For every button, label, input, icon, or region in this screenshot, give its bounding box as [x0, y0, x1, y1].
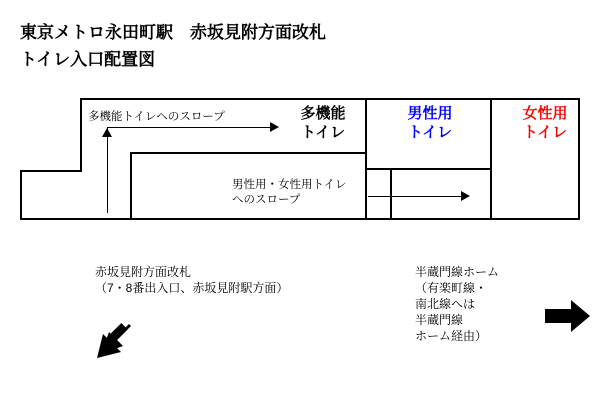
page-title-line2: トイレ入口配置図: [20, 50, 156, 69]
annotation-slope-to-mens-womens: [232, 178, 346, 208]
annotation-slope-mens-womens-line1: 男性用・女性用トイレ: [232, 179, 347, 191]
plan-wall-bottom-right: [390, 218, 580, 220]
slope-multi-feed-arrow-head: [102, 128, 112, 137]
page-title-line1: 東京メトロ永田町駅 赤坂見附方面改札: [20, 23, 326, 42]
plan-partition-multi-mens: [365, 98, 367, 154]
room-label-mens-line2: トイレ: [407, 124, 453, 141]
room-label-mens-toilet: [390, 104, 470, 142]
room-label-multi-purpose-toilet: [283, 104, 363, 142]
room-label-womens-line2: トイレ: [522, 124, 568, 141]
caption-right-line2: （有楽町線・: [415, 281, 488, 295]
slope-multi-feed-connector: [107, 127, 141, 128]
arrow-down-left-icon: [93, 318, 137, 362]
slope-mens-womens-arrow-head: [461, 191, 470, 201]
room-label-womens-toilet: [505, 104, 585, 142]
slope-multi-feed-vertical: [107, 128, 108, 213]
room-label-mens-line1: 男性用: [407, 105, 453, 122]
plan-wall-left: [20, 170, 22, 220]
slope-mens-womens-arrow-shaft: [368, 196, 464, 197]
plan-wall-multi-right-lower: [365, 152, 367, 218]
plan-wall-mens-riser: [390, 168, 392, 220]
caption-right-platform: [415, 264, 499, 344]
caption-right-line5: ホーム経由）: [415, 329, 488, 343]
plan-partition-mens-womens: [490, 98, 492, 218]
plan-wall-corridor-top: [20, 170, 80, 172]
arrow-right-svg: [545, 298, 591, 334]
arrow-down-left-svg: [93, 318, 137, 362]
annotation-slope-mens-womens-line2: へのスロープ: [232, 194, 301, 206]
plan-wall-mens-bottom: [367, 168, 490, 170]
caption-left-exit: [95, 264, 288, 296]
room-label-womens-line1: 女性用: [522, 105, 568, 122]
caption-left-line1: 赤坂見附方面改札: [95, 265, 192, 279]
plan-wall-top: [80, 98, 580, 100]
room-label-multi-line1: 多機能: [300, 105, 346, 122]
caption-right-line4: 半蔵門線: [415, 313, 464, 327]
plan-wall-inner-left: [130, 152, 132, 218]
slope-multi-arrow-head: [270, 122, 279, 132]
caption-right-line1: 半蔵門線ホーム: [415, 265, 500, 279]
arrow-right-icon: [545, 298, 591, 334]
plan-wall-inner-horizontal: [130, 152, 365, 154]
plan-wall-bottom-left: [20, 218, 390, 220]
annotation-slope-to-multi-purpose: 多機能トイレへのスロープ: [88, 111, 225, 123]
room-label-multi-line2: トイレ: [300, 124, 346, 141]
caption-left-line2: （7・8番出入口、赤坂見附駅方面）: [95, 281, 289, 295]
caption-right-line3: 南北線へは: [415, 297, 476, 311]
plan-wall-left-riser: [80, 98, 82, 172]
slope-multi-arrow-shaft: [140, 127, 273, 128]
